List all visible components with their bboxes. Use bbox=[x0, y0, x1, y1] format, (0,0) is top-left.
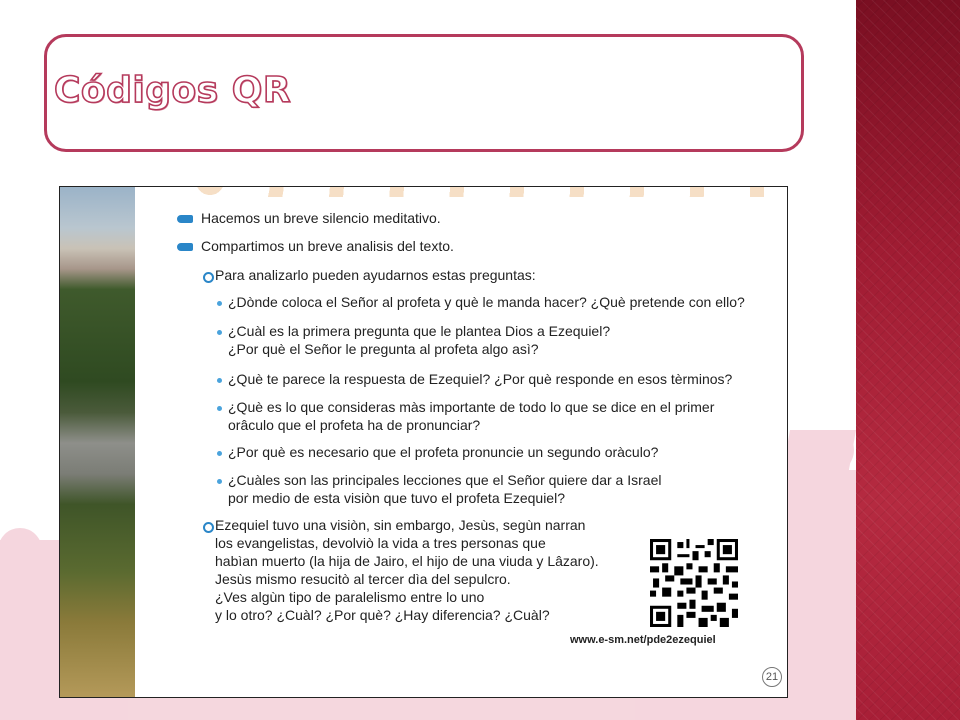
qr-url[interactable]: www.e-sm.net/pde2ezequiel bbox=[570, 634, 716, 646]
decorative-wave bbox=[180, 187, 780, 197]
bullet-dot-icon bbox=[217, 406, 222, 411]
document-line: ¿Què es lo que consideras màs importante de todo lo que se dice en el primer bbox=[228, 399, 715, 415]
bullet-dot-icon bbox=[217, 479, 222, 484]
bullet-dot-icon bbox=[217, 330, 222, 335]
document-line: ¿Por què es necesario que el profeta pronuncie un segundo oràculo? bbox=[228, 444, 659, 460]
document-line: por medio de esta visiòn que tuvo el profeta Ezequiel? bbox=[228, 490, 565, 506]
document-line: orâculo que el profeta ha de pronunciar? bbox=[228, 417, 481, 433]
slide-title: Códigos QR bbox=[54, 70, 292, 111]
scanned-document bbox=[59, 186, 788, 698]
document-line: Compartimos un breve analisis del texto. bbox=[201, 238, 454, 254]
decorative-side-strip bbox=[856, 0, 960, 720]
bullet-ring-icon bbox=[203, 522, 214, 533]
document-line: ¿Por què el Señor le pregunta al profeta algo asì? bbox=[228, 341, 539, 357]
document-line: ¿Dònde coloca el Señor al profeta y què le manda hacer? ¿Què pretende con ello? bbox=[228, 294, 745, 310]
bullet-ring-icon bbox=[203, 272, 214, 283]
bullet-pill-icon bbox=[177, 215, 193, 223]
city-photo bbox=[60, 187, 135, 698]
document-line: los evangelistas, devolviò la vida a tres personas que bbox=[215, 535, 546, 551]
bullet-dot-icon bbox=[217, 378, 222, 383]
qr-code[interactable] bbox=[650, 539, 738, 627]
document-line: Jesùs mismo resucitò al tercer dìa del sepulcro. bbox=[215, 571, 511, 587]
document-line: habìan muerto (la hija de Jairo, el hijo de una viuda y Lâzaro). bbox=[215, 553, 599, 569]
document-line: ¿Cuàles son las principales lecciones que el Señor quiere dar a Israel bbox=[228, 472, 662, 488]
document-line: ¿Ves algùn tipo de paralelismo entre lo uno bbox=[215, 589, 485, 605]
bullet-pill-icon bbox=[177, 243, 193, 251]
document-line: Para analizarlo pueden ayudarnos estas preguntas: bbox=[215, 267, 536, 283]
bullet-dot-icon bbox=[217, 301, 222, 306]
document-line: ¿Cuàl es la primera pregunta que le plantea Dios a Ezequiel? bbox=[228, 323, 611, 339]
page-number: 21 bbox=[762, 667, 782, 687]
document-line: Hacemos un breve silencio meditativo. bbox=[201, 210, 441, 226]
bullet-dot-icon bbox=[217, 451, 222, 456]
document-line: y lo otro? ¿Cuàl? ¿Por què? ¿Hay diferencia? ¿Cuàl? bbox=[215, 607, 550, 623]
document-line: Ezequiel tuvo una visiòn, sin embargo, Jesùs, segùn narran bbox=[215, 517, 586, 533]
document-line: ¿Què te parece la respuesta de Ezequiel? ¿Por què responde en esos tèrminos? bbox=[228, 371, 733, 387]
